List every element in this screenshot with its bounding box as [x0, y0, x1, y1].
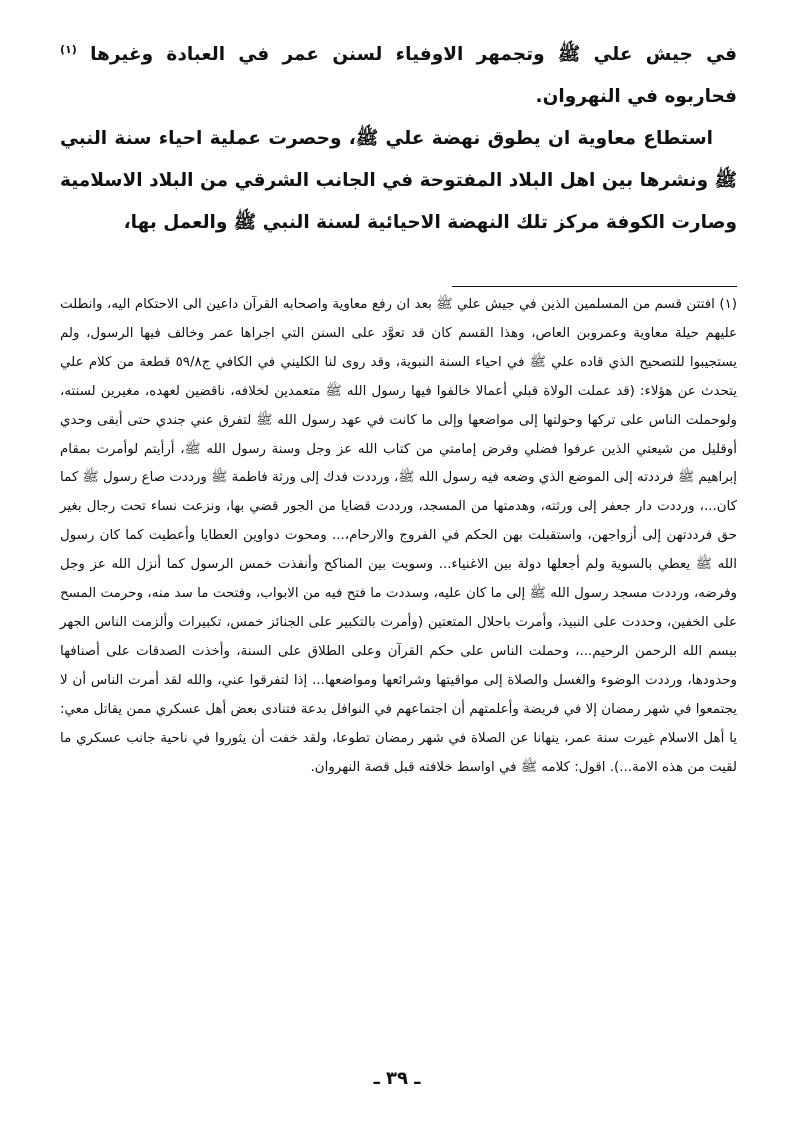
footnote-text: (١) افتتن قسم من المسلمين الذين في جيش علي ﷺ بعد ان رفع معاوية واصحابه القرآن داعين الى الاحتكام اليه، وانطلت عليهم حيلة معاوية وعمروبن العاص، وهذا القسم كان قد تعوَّد على السنن التي اجراها عمر وخالف فيها الرسول، ولم يستجيبوا للتصحيح الذي قاده علي ﷺ في احياء السنة النبوية، وقد روى لنا الكليني في الكافي ج [60, 297, 737, 370]
footnote-paragraph [60, 291, 737, 782]
page-number: ـ ٣٩ ـ [373, 1068, 421, 1089]
footnote-separator [452, 286, 737, 287]
footnote-text-continued: قطعة من كلام علي يتحدث عن هؤلاء: (قد عملت الولاة قبلي أعمالا خالفوا فيها رسول الله ﷺ متعمدين لخلافه، ناقضين لعهده، مغيرين لسنته، ولوحملت الناس على تركها وحولتها إلى مواضعها وإلى ما كانت في عهد رسول الله ﷺ لتفرق عني جندي حتى أبقى وحدي أوقليل من شيعتي الذين عرفوا فضلي وفرض إمامتي من كتاب الله عز وجل وسنة رسول الله ﷺ، أرأيتم لوأمرت بمقام إبراهيم ﷺ فرددته إلى الموضع الذي وضعه فيه رسول الله ﷺ، ورددت فدك إلى ورثة فاطمة ﷺ ورددت صاع رسول ﷺ كما كان...، ورددت دار جعفر إلى ورثته، وهدمتها من المسجد، ورددت قضايا من الجور قضي بها، ونزعت نساء تحت رجال بغير حق فرددتهن إلى أزواجهن، واستقبلت بهن الحكم في الفروج والارحام،... ومحوت دواوين العطايا وأعطيت كما كان رسول الله ﷺ يعطي بالسوية ولم أجعلها دولة بين الاغنياء... وسويت بين المناكح وأنفذت خمس الرسول كما أنزل الله عز وجل وفرضه، ورددت مسجد رسول الله ﷺ إلى ما كان عليه، وسددت ما فتح فيه من الابواب، وفتحت ما سد منه، وحرمت المسح على الخفين، وحددت على النبيذ، وأمرت باحلال المتعتين (وأمرت بالتكبير على الجنائز خمس، تكبيرات وألزمت الناس الجهر ببسم الله الرحمن الرحيم...، وحملت الناس على حكم القرآن وعلى الطلاق على السنة، وأخذت الصدقات على أصنافها وحدودها، ورددت الوضوء والغسل والصلاة إلى مواقيتها وشرائعها ومواضعها... إذا لتفرقوا عني، والله لقد أمرت الناس أن لا يجتمعوا في شهر رمضان إلا في فريضة وأعلمتهم أن اجتماعهم في النوافل بدعة فتنادى بعض أهل عسكري ممن يقاتل معي: يا أهل الاسلام غيرت سنة عمر، ينهانا عن الصلاة في شهر رمضان تطوعا، ولقد خفت أن يثوروا في ناحية جانب عسكري ما لقيت من هذه الامة...). اقول: كلامه ﷺ في اواسط خلافته قبل قصة النهروان. [60, 354, 737, 775]
footnote-marker: (١) [60, 42, 77, 56]
main-paragraph-1 [60, 34, 737, 118]
paragraph-1-text: في جيش علي ﷺ وتجمهر الاوفياء لسنن عمر في العبادة وغيرها [90, 44, 737, 65]
main-text [60, 34, 737, 244]
footnote [60, 291, 737, 782]
paragraph-1-text-end: فحاربوه في النهروان. [535, 86, 737, 107]
volume-page-reference: ٥٩/٨ [175, 354, 202, 370]
main-paragraph-2: استطاع معاوية ان يطوق نهضة علي ﷺ، وحصرت عملية احياء سنة النبي ﷺ ونشرها بين اهل البلاد المفتوحة في الجانب الشرقي من البلاد الاسلامية وصارت الكوفة مركز تلك النهضة الاحيائية لسنة النبي ﷺ والعمل بها، [60, 128, 737, 233]
